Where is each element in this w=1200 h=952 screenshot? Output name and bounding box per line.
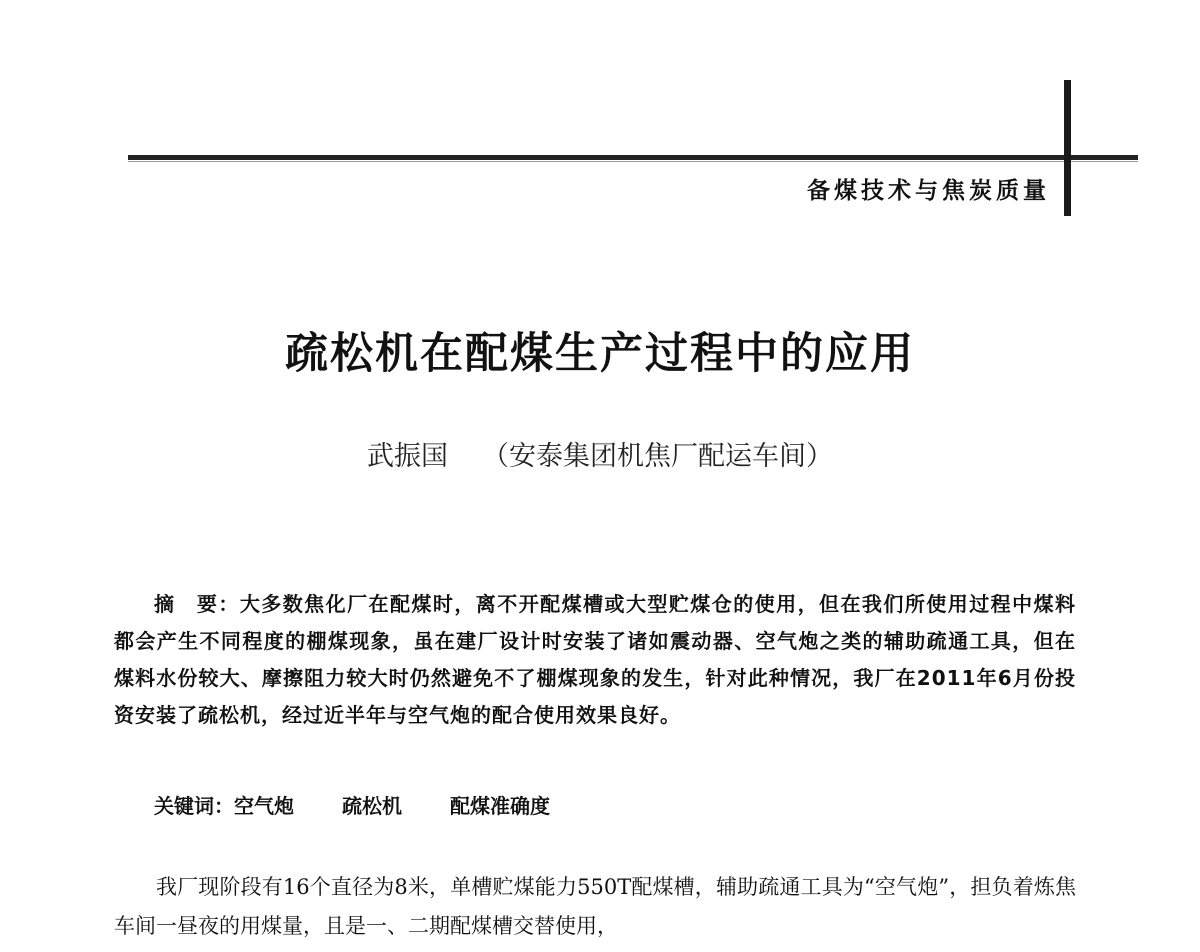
article-title: 疏松机在配煤生产过程中的应用 — [285, 329, 915, 379]
abstract-text: 大多数焦化厂在配煤时，离不开配煤槽或大型贮煤仓的使用，但在我们所使用过程中煤料都会产生不同程度的棚煤现象，虽在建厂设计时安装了诸如震动器、空气炮之类的辅助疏通工具，但在煤料水份较大、摩擦阻力较大时仍然避免不了棚煤现象的发生，针对此种情况，我厂在2011年6月份投资安装了疏松机，经过近半年与空气炮的配合使用效果良好。 — [114, 592, 1077, 727]
keyword: 配煤准确度 — [450, 794, 550, 818]
abstract — [114, 586, 1076, 734]
keywords-label: 关键词： — [154, 794, 234, 818]
header-rule-thin — [128, 161, 1138, 162]
author-name: 武振国 — [367, 441, 448, 472]
keyword: 疏松机 — [342, 794, 402, 818]
running-head: 备煤技术与焦炭质量 — [807, 178, 1050, 204]
header-rule — [128, 155, 1138, 160]
keywords — [114, 790, 1076, 819]
body-paragraph: 我厂现阶段有16个直径为8米，单槽贮煤能力550T配煤槽，辅助疏通工具为“空气炮”，担负着炼焦车间一昼夜的用煤量，且是一、二期配煤槽交替使用， — [114, 875, 1076, 938]
keyword: 空气炮 — [234, 794, 294, 818]
abstract-label: 摘 要： — [154, 592, 240, 616]
header-vertical-bar — [1064, 80, 1071, 216]
byline — [0, 434, 1200, 473]
author-affiliation: （安泰集团机焦厂配运车间） — [482, 441, 833, 472]
